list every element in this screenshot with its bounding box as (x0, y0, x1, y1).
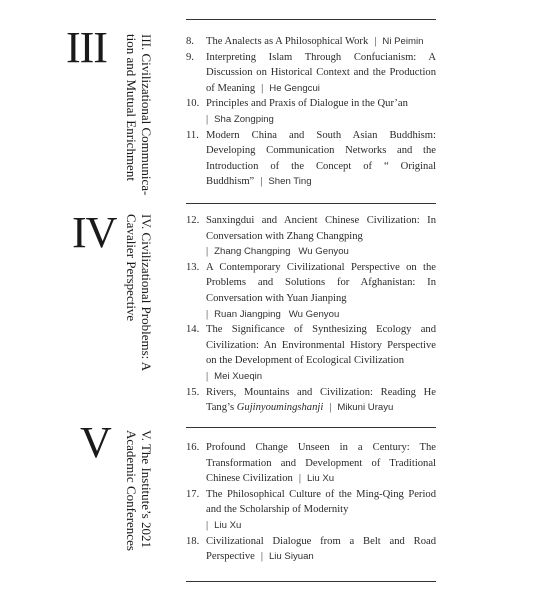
section-numeral: IV (72, 208, 117, 257)
entry-number: 17. (186, 488, 200, 500)
toc-entry[interactable] (186, 96, 436, 127)
toc-list (186, 440, 436, 565)
entry-number: 11. (186, 129, 199, 141)
entry-author: Mikuni Urayu (337, 402, 394, 414)
entry-number: 10. (186, 98, 200, 110)
separator: | (206, 519, 209, 531)
entry-number: 16. (186, 442, 200, 453)
section-numeral: V (80, 418, 111, 467)
separator: | (206, 370, 209, 382)
separator: | (298, 473, 301, 485)
entry-title: The Significance of Synthesizing Ecology and Civilization: An Environmental History Perspective on the Development of Ecological Civilization (206, 324, 436, 367)
entry-title: Rivers, Mountains and Civilization: Reading He Tang’s (206, 386, 436, 414)
entry-author: Shen Ting (268, 176, 312, 188)
separator: | (260, 551, 263, 563)
section-divider (186, 203, 436, 204)
entry-title: The Philosophical Culture of the Ming-Qing Period and the Scholarship of Modernity (206, 488, 436, 516)
entry-title-italic: Gujinyoumingshanji (236, 402, 324, 414)
section-title-line: tion and Mutual Enrichment (124, 34, 139, 181)
entry-title: A Contemporary Civilizational Perspective on the Problems and Solutions for Afghanistan: In Conversation with Yuan Jianping (206, 261, 436, 304)
toc-entry[interactable] (186, 440, 436, 487)
toc-list (186, 34, 436, 190)
separator: | (329, 402, 332, 414)
separator: | (374, 36, 377, 47)
entry-title: Civilizational Dialogue from a Belt and Road Perspective (206, 535, 436, 563)
toc-entry[interactable] (186, 487, 436, 534)
entry-title: The Analects as A Philosophical Work (206, 36, 369, 47)
entry-number: 9. (186, 51, 194, 63)
separator: | (206, 308, 209, 320)
section-title (124, 214, 154, 414)
entry-author: Mei Xueqin (214, 370, 263, 382)
toc-entry[interactable] (186, 534, 436, 565)
entry-author: Liu Xu (214, 519, 242, 531)
entry-title: Profound Change Unseen in a Century: The Transformation and Development of Traditional Chinese Civilization (206, 442, 436, 485)
entry-author: Liu Xu (306, 473, 335, 485)
toc-entry[interactable] (186, 213, 436, 260)
entry-number: 18. (186, 535, 200, 547)
section-title (124, 34, 154, 194)
toc-entry[interactable] (186, 50, 436, 97)
toc-entry[interactable] (186, 385, 436, 416)
section-divider (186, 427, 436, 428)
section-numeral: III (66, 23, 107, 72)
section-title-line: Cavalier Perspective (124, 214, 139, 322)
section-divider (186, 581, 436, 582)
separator: | (261, 82, 264, 94)
entry-number: 8. (186, 36, 194, 47)
entry-title: Principles and Praxis of Dialogue in the Qur’an (206, 98, 408, 110)
entry-title: Modern China and South Asian Buddhism: Developing Communication Networks and the Introduction of the Concept of “ Original Buddhism” (206, 129, 436, 188)
separator: | (206, 246, 209, 258)
entry-title: Interpreting Islam Through Confucianism: A Discussion on Historical Context and the Production of Meaning (206, 51, 436, 94)
entry-author: Ruan Jiangping Wu Genyou (214, 308, 340, 320)
entry-number: 14. (186, 324, 200, 336)
toc-entry[interactable] (186, 322, 436, 384)
toc-entry[interactable] (186, 128, 436, 190)
toc-list (186, 213, 436, 416)
toc-entry[interactable] (186, 260, 436, 322)
entry-author: Zhang Changping Wu Genyou (214, 246, 349, 258)
entry-number: 15. (186, 386, 200, 398)
entry-number: 13. (186, 261, 200, 273)
section-title-line: IV. Civilizational Problems: A (139, 214, 154, 372)
section-title-line: Academic Conferences (124, 430, 139, 551)
separator: | (260, 176, 263, 188)
section-divider (186, 19, 436, 20)
section-title-line: III. Civilizational Communica- (139, 34, 154, 196)
section-title-line: V. The Institute’s 2021 (139, 430, 154, 548)
entry-author: He Gengcui (269, 82, 320, 94)
entry-author: Sha Zongping (214, 113, 274, 125)
entry-author: Ni Peimin (382, 36, 424, 47)
entry-title: Sanxingdui and Ancient Chinese Civilization: In Conversation with Zhang Changping (206, 215, 436, 242)
entry-number: 12. (186, 215, 200, 226)
entry-author: Liu Siyuan (268, 551, 314, 563)
separator: | (206, 113, 209, 125)
toc-entry[interactable] (186, 34, 436, 50)
section-title (124, 430, 154, 580)
